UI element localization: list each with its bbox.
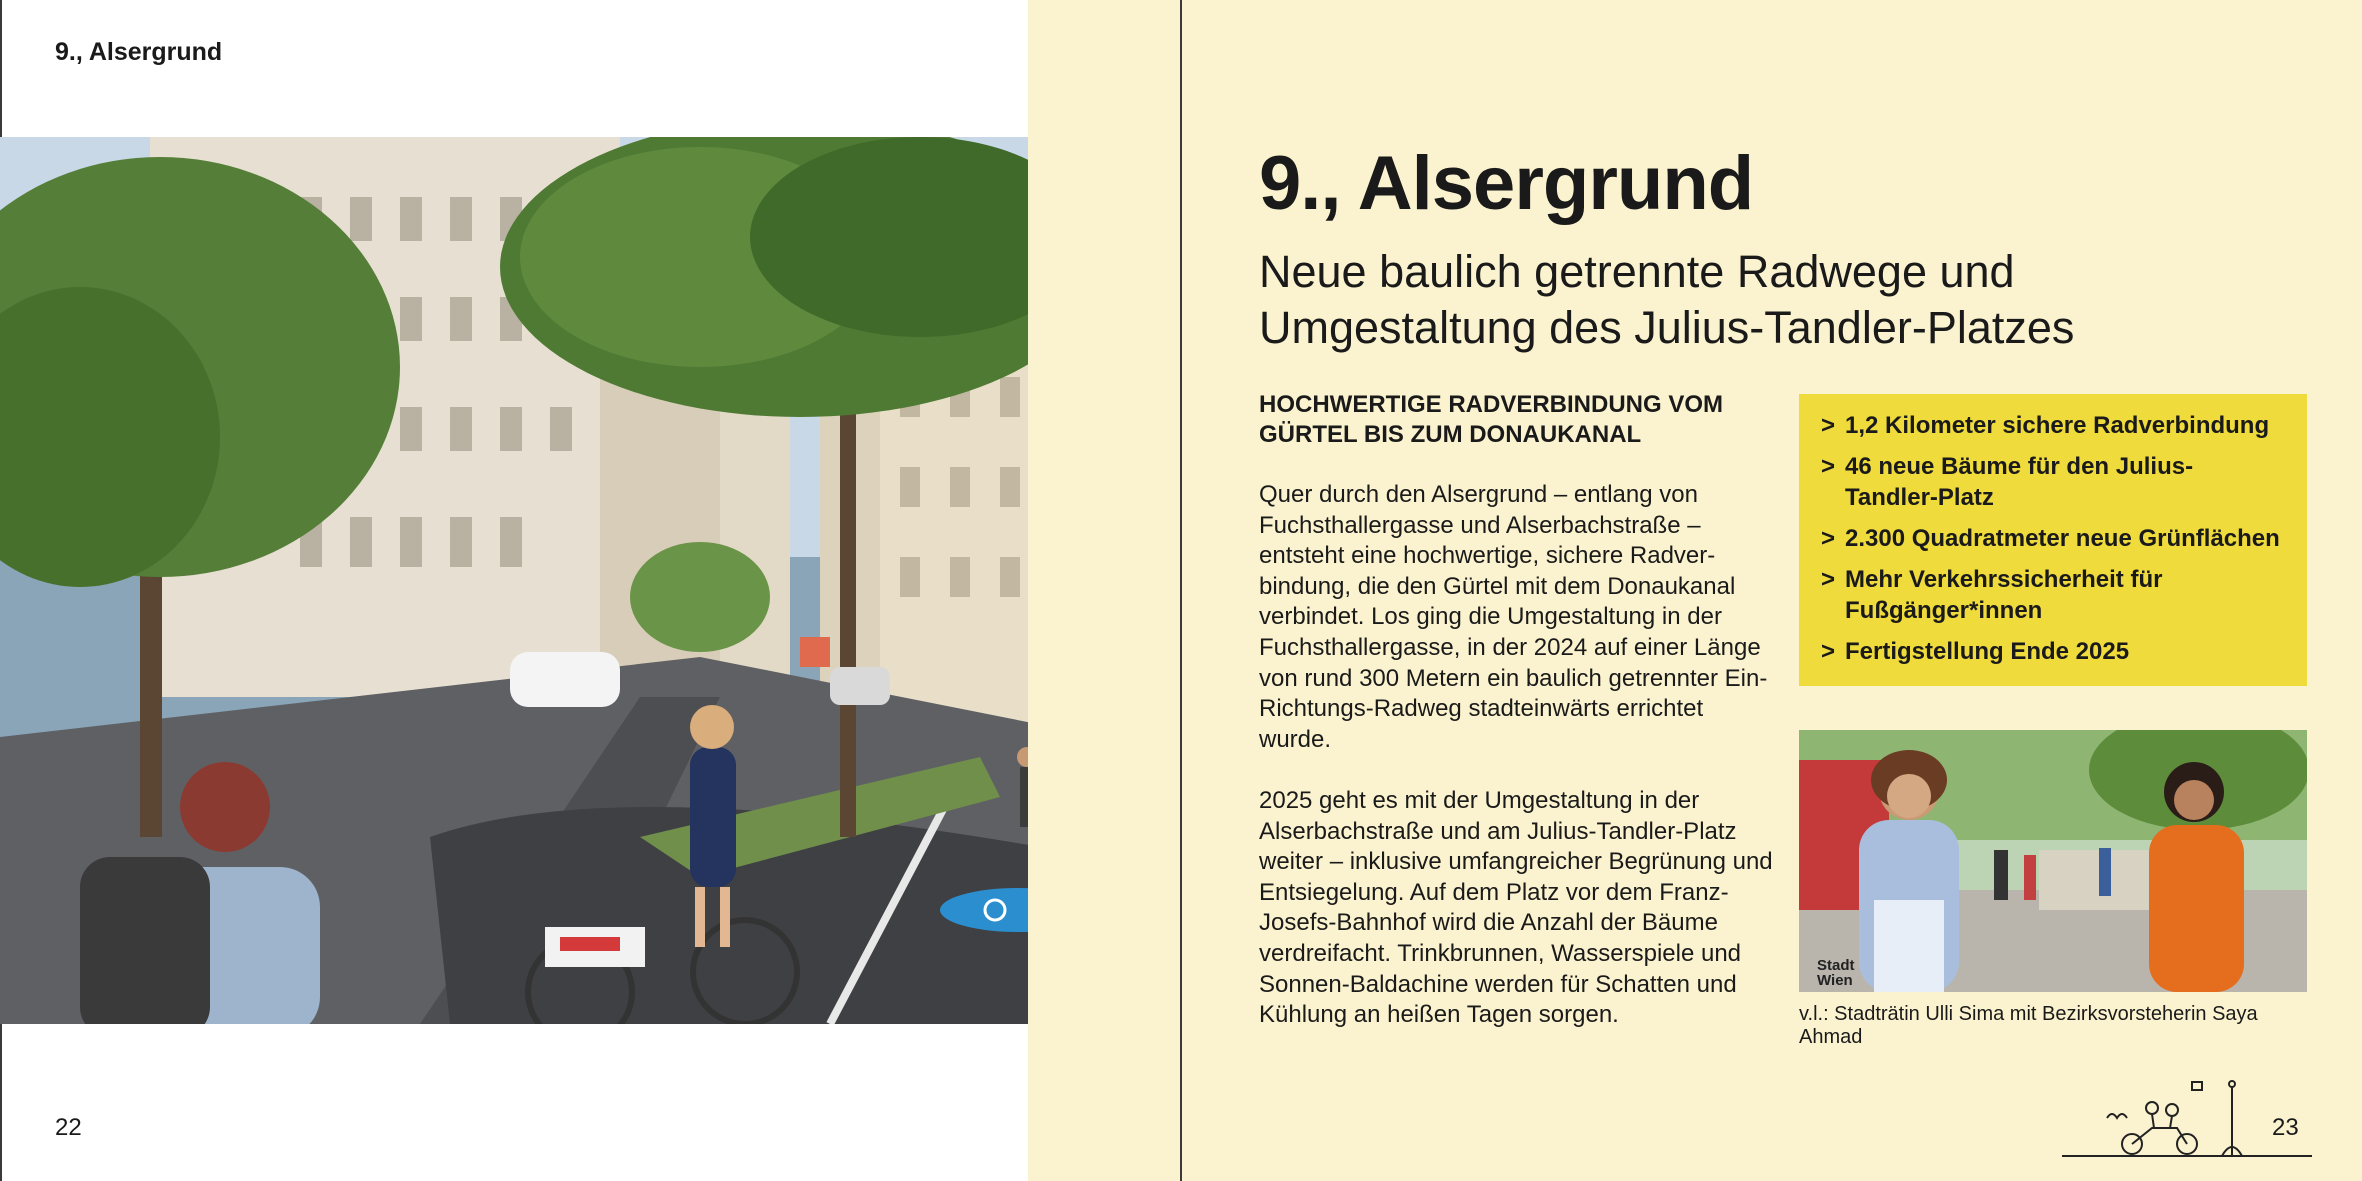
fact-text: Mehr Verkehrssicherheit für Fußgänger*innen bbox=[1845, 566, 2163, 624]
body-paragraph: 2025 geht es mit der Umgestaltung in der Alserbachstraße und am Julius-Tandler-Platz weiter – inklusive umfangreicher Begrünung und Entsiegelung. Auf dem Platz vor dem Franz-Josefs-Bahnhof wird die Anzahl der Bäume verdreifacht. Trinkbrunnen, Wasserspiele und Sonnen-Baldachine werden für Schatten und Kühlung an heißen Tagen sorgen. bbox=[1259, 787, 1773, 1029]
bullet-arrow-icon: > bbox=[1821, 566, 1836, 593]
spine-line bbox=[1180, 0, 1182, 1181]
fact-item bbox=[1821, 451, 2285, 513]
fact-text: 1,2 Kilometer sichere Radverbindung bbox=[1845, 412, 2270, 439]
fact-text: 2.300 Quadratmeter neue Grünflächen bbox=[1845, 525, 2280, 552]
bullet-arrow-icon: > bbox=[1821, 638, 1836, 665]
fact-item bbox=[1821, 564, 2285, 626]
fact-text: Fertigstellung Ende 2025 bbox=[1845, 638, 2130, 665]
bullet-arrow-icon: > bbox=[1821, 525, 1836, 552]
fact-item bbox=[1821, 410, 2285, 441]
page-title: 9., Alsergrund bbox=[1259, 141, 1754, 226]
fact-item bbox=[1821, 523, 2285, 554]
street-rendering-image bbox=[0, 137, 1103, 1024]
facts-box bbox=[1799, 394, 2307, 686]
page-number: 22 bbox=[55, 1114, 82, 1141]
page-number: 23 bbox=[2272, 1114, 2299, 1141]
section-heading: HOCHWERTIGE RADVERBINDUNG VOM GÜRTEL BIS ZUM DONAUKANAL bbox=[1259, 391, 1724, 448]
fact-text: 46 neue Bäume für den Julius-Tandler-Platz bbox=[1845, 453, 2194, 511]
bullet-arrow-icon: > bbox=[1821, 453, 1836, 480]
bullet-arrow-icon: > bbox=[1821, 412, 1836, 439]
officials-photo bbox=[1799, 730, 2307, 992]
photo-caption: v.l.: Stadträtin Ulli Sima mit Bezirksvorsteherin Saya Ahmad bbox=[1799, 1003, 2258, 1048]
city-logo: Stadt Wien bbox=[1817, 957, 1855, 989]
fact-item bbox=[1821, 636, 2285, 667]
running-head: 9., Alsergrund bbox=[55, 38, 223, 66]
body-paragraph: Quer durch den Alsergrund – entlang von Fuchsthallergasse und Alserbachstraße – entsteht eine hochwertige, sichere Radverbindung, die den Gürtel mit dem Donaukanal verbindet. Los ging die Umgestaltung in der Fuchsthallergasse, in der 2024 auf einer Länge von rund 300 Metern ein baulich getrennter Ein-Richtungs-Radweg stadteinwärts errichtet wurde. bbox=[1259, 481, 1768, 753]
page-subtitle: Neue baulich getrennte Radwege und Umgestaltung des Julius-Tandler-Platzes bbox=[1259, 246, 2075, 353]
